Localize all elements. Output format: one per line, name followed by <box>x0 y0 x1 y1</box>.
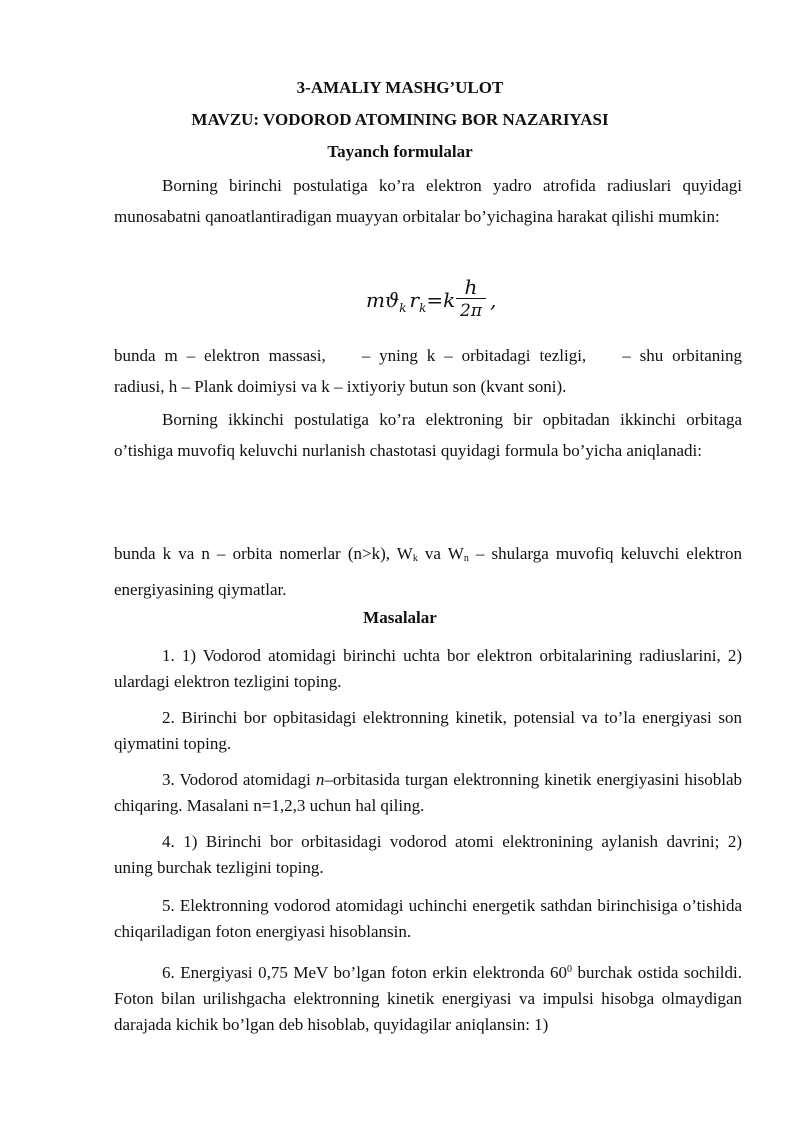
problem-3-n: n <box>315 770 325 789</box>
formula-fraction <box>456 276 486 322</box>
bohr-quantization-formula <box>360 276 510 326</box>
problem-2: 2. Birinchi bor opbitasidagi elektronning kinetik, potensial va to’la energiyasi son qiymatini toping. <box>114 708 742 753</box>
problem-6-text-a: 6. Energiyasi 0,75 MeV bo’lgan foton erkin elektronda 60 <box>162 963 568 982</box>
formula-lhs <box>366 288 455 315</box>
formula-sub-k1: k <box>399 301 407 315</box>
formula-m: m <box>366 288 385 312</box>
formula-comma: , <box>490 288 497 312</box>
problem-6-text-b: burchak ostida sochildi. Foton bilan urilishgacha elektronning kinetik energiyasi va impulsi hisobga olmaydigan darajada kichik bo’lgan deb hisoblab, quyidagilar aniqlansin: 1) <box>114 963 742 1034</box>
definition-radius: – shu orbitaning radiusi, h – Plank doimiysi va k – ixtiyoriy butun son (kvant soni). <box>114 346 742 396</box>
degree-superscript: 0 <box>567 964 573 975</box>
orbit-text-a: bunda k va n – orbita nomerlar (n>k), W <box>114 544 413 563</box>
problem-1: 1. 1) Vodorod atomidagi birinchi uchta bor elektron orbitalarining radiuslarini, 2) ulardagi elektron tezligini toping. <box>114 646 742 691</box>
formula-equals-k: =k <box>426 288 456 312</box>
paragraph-second-postulate: Borning ikkinchi postulatiga ko’ra elektroning bir opbitadan ikkinchi orbitaga o’tishiga muvofiq keluvchi nurlanish chastotasi quyidagi formula bo’yicha aniqlanadi: <box>114 410 742 460</box>
formula-sub-k2: k <box>419 301 427 315</box>
orbit-text-c: – shularga muvofiq keluvchi elektron energiyasining qiymatlar. <box>114 544 742 599</box>
formula-denominator: 2π <box>460 301 482 321</box>
problem-6 <box>114 957 742 1038</box>
topic-heading: MAVZU: VODOROD ATOMINING BOR NAZARIYASI <box>191 110 609 129</box>
paragraph-orbit-numbers <box>114 538 742 605</box>
section-heading: Tayanch formulalar <box>327 142 473 161</box>
definition-velocity: – yning k – orbitadagi tezligi, <box>361 346 587 365</box>
orbit-text-b: va W <box>417 544 464 563</box>
formula-numerator: h <box>464 275 478 299</box>
paragraph-first-postulate: Borning birinchi postulatiga ko’ra elektron yadro atrofida radiuslari quyidagi munosabatni qanoatlantiradigan muayyan orbitalar bo’yichagina harakat qilishi mumkin: <box>114 176 742 226</box>
problem-5: 5. Elektronning vodorod atomidagi uchinchi energetik sathdan birinchisiga o’tishida chiqariladigan foton energiyasi hisoblansin. <box>114 896 742 941</box>
page-title: 3-AMALIY MASHG’ULOT <box>296 78 504 97</box>
formula-radius: r <box>409 288 420 312</box>
paragraph-definitions <box>114 340 742 402</box>
problem-4: 4. 1) Birinchi bor orbitasidagi vodorod atomi elektronining aylanish davrini; 2) uning burchak tezligini toping. <box>114 832 742 877</box>
subscript-k: k <box>412 553 418 564</box>
definition-mass: bunda m – elektron massasi, <box>114 346 326 365</box>
problem-3-text-a: 3. Vodorod atomidagi <box>162 770 316 789</box>
formula-velocity: ϑ <box>384 288 400 312</box>
problems-heading: Masalalar <box>363 608 437 627</box>
problem-3-text-b: –orbitasida turgan elektronning kinetik energiyasini hisoblab chiqaring. Masalani n=1,2,3 uchun hal qiling. <box>114 770 742 815</box>
subscript-n: n <box>463 553 469 564</box>
problem-3 <box>114 767 742 819</box>
